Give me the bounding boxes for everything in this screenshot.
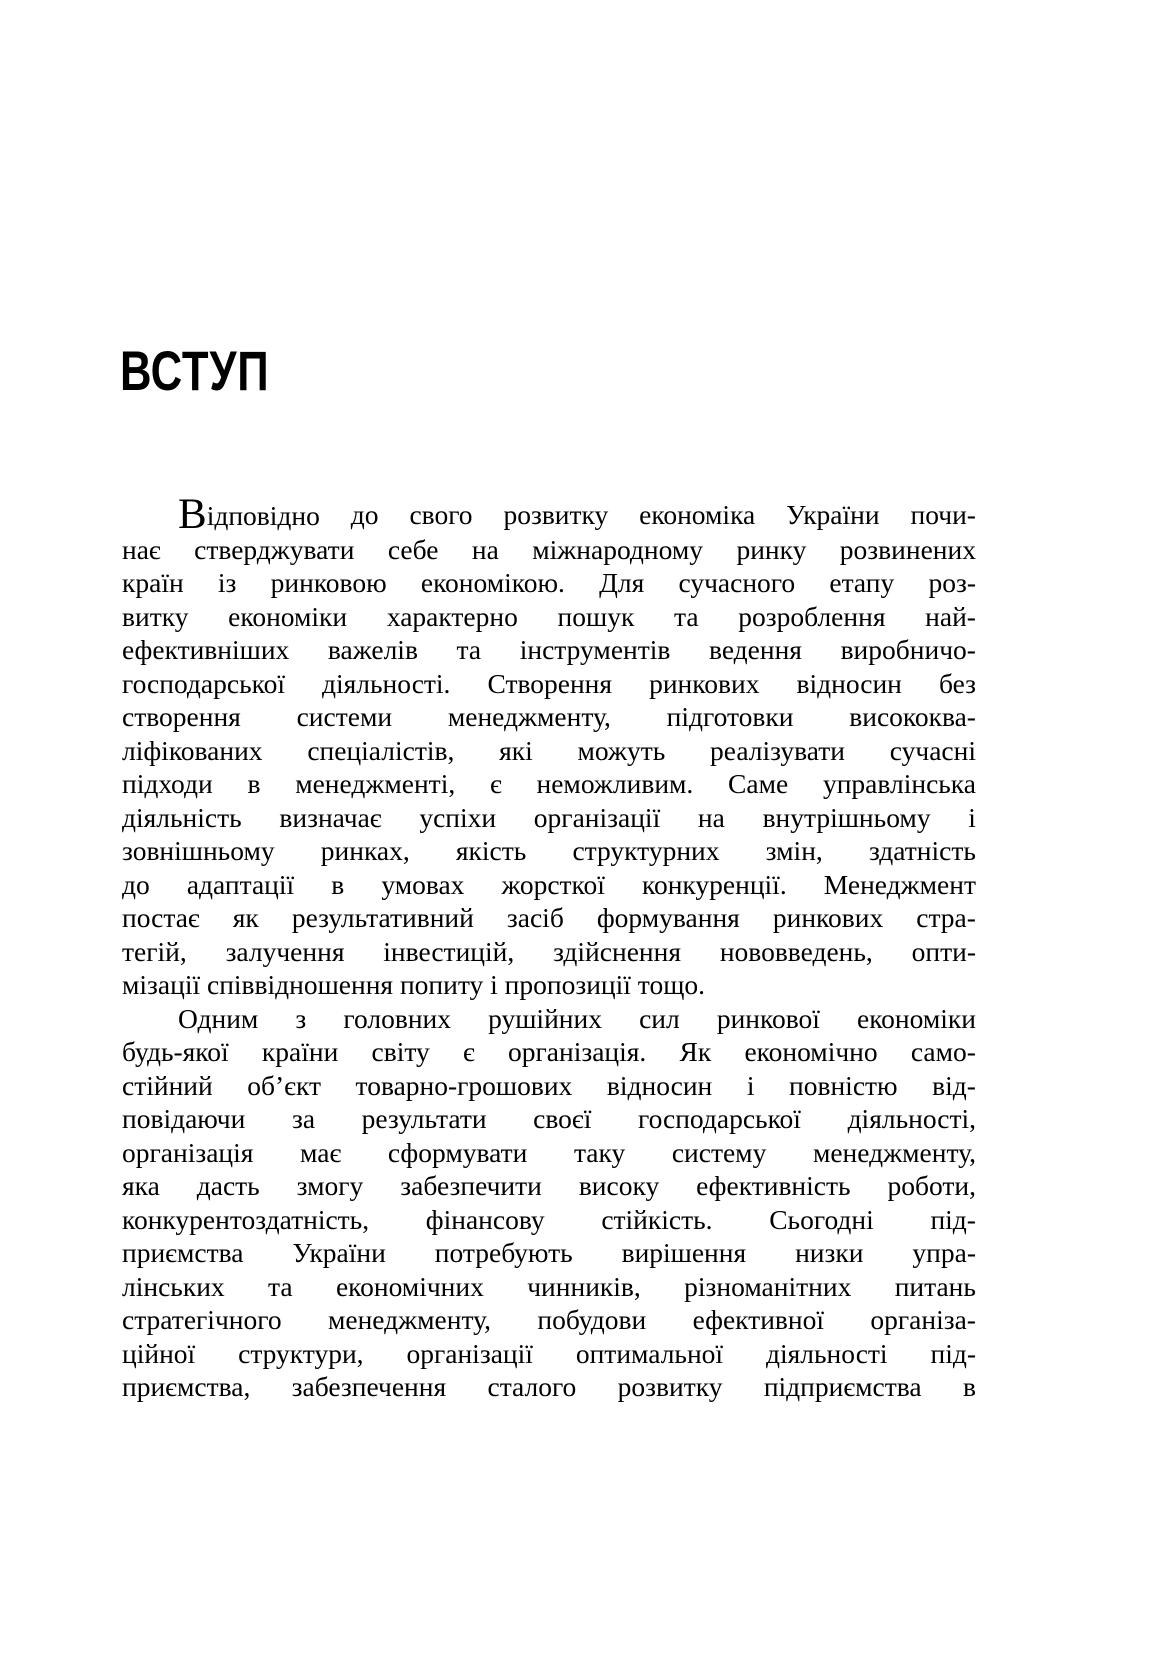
word: ринкової (716, 1002, 820, 1034)
word: тегій, (122, 935, 187, 967)
word: Для (599, 567, 645, 598)
word: структури, (238, 1337, 364, 1369)
word: ційної (122, 1337, 196, 1369)
text-line (122, 734, 976, 768)
text-line: мізації співвідношення попиту і пропозиції тощо. (122, 969, 705, 1000)
word: сформувати (387, 1136, 528, 1168)
word: відносин (606, 1069, 713, 1101)
word: країни (261, 1036, 339, 1067)
word: формування (596, 902, 740, 933)
word: Сьогодні (769, 1203, 874, 1235)
word: розроблення (738, 600, 886, 632)
word: само- (910, 1036, 976, 1067)
word: економічно (744, 1036, 878, 1067)
text-line (122, 1236, 976, 1270)
word: інструментів (519, 634, 671, 665)
word: розвитку (617, 1371, 723, 1402)
text-line (122, 566, 976, 600)
word: сучасні (889, 734, 976, 766)
word: господарської (637, 1103, 801, 1134)
word: економіки (857, 1002, 976, 1034)
text-line (122, 767, 976, 801)
word: підприємства (763, 1371, 922, 1402)
word: сучасного (678, 567, 796, 598)
word: та (456, 634, 482, 665)
word: яка (122, 1170, 160, 1201)
word: спеціалістів, (307, 734, 455, 766)
body-paragraph (122, 491, 976, 1002)
word: неможливим. (536, 768, 694, 799)
word: в (331, 868, 345, 900)
word: витку (122, 600, 189, 632)
word: об’єкт (247, 1069, 321, 1101)
word: різноманітних (684, 1270, 852, 1302)
word: успіхи (419, 801, 497, 833)
word: за (291, 1103, 316, 1134)
word: виробничо- (840, 634, 976, 665)
word: ефективної (692, 1304, 824, 1335)
word: фінансову (425, 1203, 545, 1235)
word: економікою. (420, 567, 565, 598)
word: стійкість. (601, 1203, 713, 1235)
word: управлінська (822, 768, 976, 799)
word: адаптації (186, 868, 295, 900)
word: менеджменту, (327, 1304, 491, 1335)
word: можуть (577, 734, 666, 766)
text-line (122, 533, 976, 567)
word: і (746, 1069, 755, 1101)
word: реалізувати (710, 734, 846, 766)
word: умовах (381, 868, 465, 900)
word: відносин (796, 667, 902, 699)
word: сталого (487, 1371, 577, 1402)
body-paragraph (122, 1002, 976, 1404)
word: своєї (533, 1103, 592, 1134)
word: здійснення (553, 935, 681, 967)
word: з (295, 1002, 307, 1034)
word: під- (930, 1203, 976, 1235)
word: зовнішньому (122, 835, 275, 866)
word: результати (361, 1103, 487, 1134)
word: України (292, 1237, 386, 1268)
word: повідаючи (122, 1103, 246, 1134)
word: здатність (868, 835, 976, 866)
word: повністю (789, 1069, 898, 1101)
word: товарно-грошових (355, 1069, 573, 1101)
word: конкурентоздатність, (122, 1203, 370, 1235)
word: чинників, (527, 1270, 641, 1302)
word: без (938, 667, 976, 699)
text-line (122, 600, 976, 634)
word: як (232, 902, 259, 933)
word: ведення (709, 634, 802, 665)
word: ринкових (649, 667, 760, 699)
word: діяльності, (847, 1103, 976, 1134)
word: діяльності (766, 1337, 888, 1369)
word: до (122, 868, 150, 900)
word: оптимальної (575, 1337, 724, 1369)
text-line (122, 1035, 976, 1069)
word: стверджувати (194, 533, 355, 565)
word: організації (406, 1337, 533, 1369)
word: сил (639, 1002, 680, 1034)
word: конкуренції. (642, 868, 787, 900)
word: організа- (870, 1304, 976, 1335)
word: є (489, 768, 502, 799)
word: приємства (122, 1237, 244, 1268)
word: в (247, 768, 261, 799)
word: роз- (928, 567, 976, 598)
word: питань (894, 1270, 976, 1302)
text-line (122, 667, 976, 701)
word: головних (343, 1002, 452, 1034)
word: нає (122, 533, 161, 565)
page-title: ВСТУП (120, 338, 270, 402)
word: розвинених (839, 533, 976, 565)
word: забезпечити (400, 1170, 542, 1201)
word: діяльності. (322, 667, 451, 699)
word: економіки (228, 600, 348, 632)
word: в (962, 1371, 976, 1402)
word: нововведень, (719, 935, 873, 967)
body-text-column (122, 491, 976, 1404)
word: характерно (386, 600, 518, 632)
word: стійний (122, 1069, 213, 1101)
word: почи- (910, 499, 976, 530)
word: створення (122, 701, 241, 732)
word: постає (122, 902, 200, 933)
word: на (471, 533, 499, 565)
word: господарської (122, 667, 285, 699)
text-line (122, 1203, 976, 1237)
text-line (122, 834, 976, 868)
word: ринковою (270, 567, 387, 598)
drop-cap-initial: В (178, 491, 207, 538)
text-line (122, 1136, 976, 1170)
word: країн (122, 567, 184, 598)
word: світу (371, 1036, 430, 1067)
word: і (968, 801, 976, 833)
word: організація (122, 1136, 254, 1168)
word: най- (925, 600, 976, 632)
word: від- (932, 1069, 976, 1101)
word: висококва- (849, 701, 976, 732)
word: менеджменту, (447, 701, 611, 732)
word: до (350, 499, 379, 530)
text-line (122, 491, 976, 538)
word: приємства, (122, 1371, 251, 1402)
word: економічних (335, 1270, 484, 1302)
word: потребують (434, 1237, 573, 1268)
word: забезпечення (291, 1371, 447, 1402)
paragraph-list (122, 491, 976, 1404)
word: високу (578, 1170, 660, 1201)
word: низки (795, 1237, 864, 1268)
word: якість (455, 835, 527, 866)
word: ринку (736, 533, 807, 565)
text-line (122, 633, 976, 667)
word: упра- (912, 1237, 976, 1268)
word: є (462, 1036, 475, 1067)
word: стра- (916, 902, 976, 933)
word: рушійних (488, 1002, 602, 1034)
word: жорсткої (501, 868, 605, 900)
text-line (122, 901, 976, 935)
text-line (122, 1370, 976, 1404)
indented-word: Одним (178, 1002, 259, 1034)
text-line (122, 801, 976, 835)
word: свого (409, 499, 473, 530)
word: залучення (225, 935, 345, 967)
text-line (122, 1002, 976, 1036)
word: систему (671, 1136, 767, 1168)
text-line (122, 1169, 976, 1203)
text-line (122, 1303, 976, 1337)
word: етапу (829, 567, 895, 598)
word: вирішення (621, 1237, 747, 1268)
word: Менеджмент (823, 868, 976, 900)
word: та (268, 1270, 293, 1302)
word: організації (533, 801, 661, 833)
word: системи (296, 701, 393, 732)
word: лінських (122, 1270, 225, 1302)
word: стратегічного (122, 1304, 282, 1335)
word: підходи (122, 768, 213, 799)
text-line (122, 868, 976, 902)
word: підготовки (666, 701, 794, 732)
text-line (122, 1337, 976, 1371)
word: на (697, 801, 725, 833)
word: роботи, (887, 1170, 976, 1201)
word: ефективність (696, 1170, 851, 1201)
word: із (217, 567, 237, 598)
word: діяльність (122, 801, 242, 833)
word: міжнародному (532, 533, 704, 565)
text-line (122, 935, 976, 969)
word: Створення (487, 667, 613, 699)
word: внутрішньому (762, 801, 931, 833)
text-line (122, 1102, 976, 1136)
word: організація. (508, 1036, 647, 1067)
word: таку (573, 1136, 626, 1168)
word: важелів (327, 634, 418, 665)
word: менеджменту, (812, 1136, 976, 1168)
text-line (122, 1069, 976, 1103)
word: пошук (557, 600, 635, 632)
word: ефективніших (122, 634, 290, 665)
word: визначає (279, 801, 382, 833)
word: інвестицій, (383, 935, 515, 967)
word: ринкових (772, 902, 884, 933)
word: ринках, (320, 835, 410, 866)
word: під- (930, 1337, 976, 1369)
word: Як (679, 1036, 712, 1067)
word: дасть (196, 1170, 260, 1201)
word: менеджменті, (295, 768, 456, 799)
text-line (122, 1270, 976, 1304)
word: структурних (572, 835, 720, 866)
word: Саме (728, 768, 789, 799)
word: України (786, 499, 880, 530)
word: змін, (765, 835, 823, 866)
drop-initial-group: Відповідно (178, 491, 320, 538)
word: які (499, 734, 533, 766)
word: побудови (537, 1304, 647, 1335)
word: ліфікованих (122, 734, 263, 766)
word: змогу (296, 1170, 364, 1201)
word: опти- (911, 935, 976, 967)
word: засіб (506, 902, 564, 933)
word: економіка (639, 499, 756, 530)
word: розвитку (503, 499, 609, 530)
word: має (300, 1136, 342, 1168)
text-line (122, 700, 976, 734)
word: себе (387, 533, 439, 565)
word: будь-якої (122, 1036, 229, 1067)
word: результативний (291, 902, 474, 933)
word: та (674, 600, 699, 632)
